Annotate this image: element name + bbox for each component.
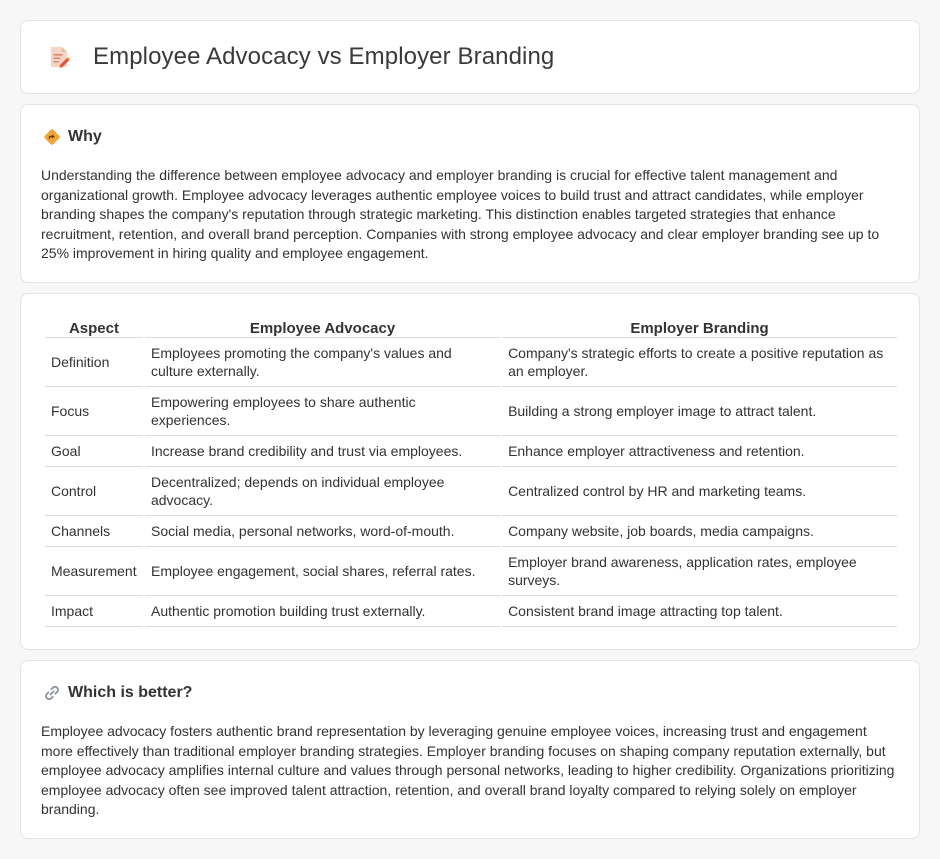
aspect-cell: Impact [45,596,143,627]
header-employee-advocacy: Employee Advocacy [145,318,500,338]
advocacy-cell: Decentralized; depends on individual employee advocacy. [145,467,500,516]
why-section [20,104,920,283]
branding-cell: Centralized control by HR and marketing teams. [502,467,897,516]
table-row [45,467,897,516]
branding-cell: Company's strategic efforts to create a positive reputation as an employer. [502,338,897,387]
aspect-cell: Measurement [45,547,143,596]
why-heading [43,128,102,146]
document-pencil-icon [47,45,71,69]
table-row [45,516,897,547]
better-text: Employee advocacy fosters authentic brand representation by leveraging genuine employee voices, increasing trust and engagement more effectively than traditional employer branding strategies. Employer branding focuses on shaping company reputation externally, but employee advocacy amplifies internal culture and values through personal networks, leading to higher credibility. Organizations prioritizing employee advocacy often see improved talent attraction, retention, and overall brand loyalty compared to relying solely on employer branding. [41,723,895,817]
better-heading [43,684,192,702]
advocacy-cell: Employees promoting the company's values and culture externally. [145,338,500,387]
link-icon [43,684,61,702]
comparison-table-card [20,293,920,650]
advocacy-cell: Empowering employees to share authentic experiences. [145,387,500,436]
branding-cell: Building a strong employer image to attract talent. [502,387,897,436]
aspect-cell: Focus [45,387,143,436]
diamond-sign-icon [43,128,61,146]
table-row [45,436,897,467]
advocacy-cell: Increase brand credibility and trust via employees. [145,436,500,467]
advocacy-cell: Employee engagement, social shares, referral rates. [145,547,500,596]
header-aspect: Aspect [45,318,143,338]
branding-cell: Company website, job boards, media campaigns. [502,516,897,547]
table-header-row [45,318,897,338]
branding-cell: Enhance employer attractiveness and retention. [502,436,897,467]
advocacy-cell: Authentic promotion building trust externally. [145,596,500,627]
aspect-cell: Definition [45,338,143,387]
header-card [20,20,920,94]
advocacy-cell: Social media, personal networks, word-of-mouth. [145,516,500,547]
aspect-cell: Goal [45,436,143,467]
aspect-cell: Channels [45,516,143,547]
aspect-cell: Control [45,467,143,516]
comparison-table [43,318,899,627]
why-text: Understanding the difference between employee advocacy and employer branding is crucial for effective talent management and organizational growth. Employee advocacy leverages authentic employee voices to build trust and attract candidates, while employer branding shapes the company's reputation through strategic marketing. This distinction enables targeted strategies that enhance recruitment, retention, and overall brand perception. Companies with strong employee advocacy and clear employer branding see up to 25% improvement in hiring quality and employee engagement. [41,167,880,261]
table-row [45,596,897,627]
branding-cell: Employer brand awareness, application rates, employee surveys. [502,547,897,596]
table-row [45,338,897,387]
branding-cell: Consistent brand image attracting top talent. [502,596,897,627]
which-is-better-section [20,660,920,839]
table-row [45,547,897,596]
table-row [45,387,897,436]
better-title: Which is better? [68,684,193,701]
page-title: Employee Advocacy vs Employer Branding [93,43,555,70]
why-title: Why [68,128,102,145]
header-employer-branding: Employer Branding [502,318,897,338]
